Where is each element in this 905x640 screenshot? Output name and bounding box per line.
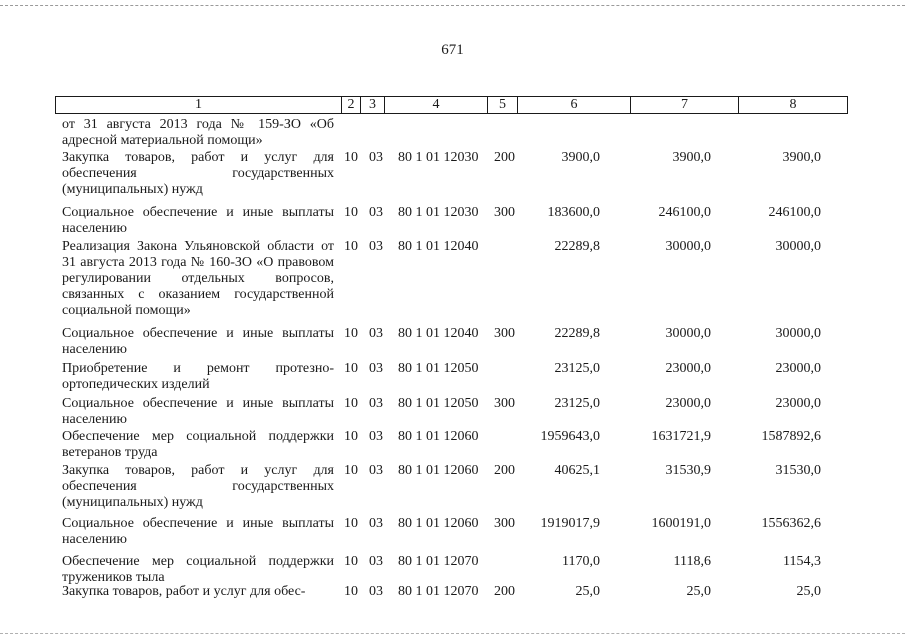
row-value-col6: 1959643,0 [540,429,600,444]
table-row [0,150,905,205]
row-section: 10 [344,326,358,341]
row-target-code: 80 1 01 12070 [398,554,479,569]
row-subsection: 03 [369,205,383,220]
row-description: Приобретение и ремонт протезно-ортопедических изделий [62,361,334,392]
row-expense-type: 300 [494,396,515,411]
row-value-col8: 1587892,6 [761,429,821,444]
row-description: Закупка товаров, работ и услуг для обеспечения государственных (муниципальных) нужд [62,150,334,197]
table-row [0,239,905,326]
row-value-col7: 25,0 [686,584,711,599]
row-subsection: 03 [369,361,383,376]
row-subsection: 03 [369,429,383,444]
row-target-code: 80 1 01 12050 [398,396,479,411]
row-value-col7: 30000,0 [665,326,711,341]
header-col-7: 7 [631,97,739,113]
row-value-col8: 30000,0 [775,239,821,254]
row-value-col7: 23000,0 [665,396,711,411]
row-section: 10 [344,239,358,254]
scan-edge-top [0,5,905,6]
row-description: Закупка товаров, работ и услуг для обес- [62,584,306,599]
row-value-col6: 40625,1 [554,463,600,478]
scan-edge-bottom [0,633,905,634]
row-value-col7: 1631721,9 [651,429,711,444]
row-section: 10 [344,429,358,444]
table-row [0,326,905,361]
table-row [0,429,905,463]
row-section: 10 [344,584,358,599]
row-value-col6: 22289,8 [554,239,600,254]
table-row [0,516,905,554]
row-section: 10 [344,396,358,411]
row-subsection: 03 [369,554,383,569]
table-row [0,584,905,602]
header-col-4: 4 [385,97,488,113]
row-expense-type: 300 [494,516,515,531]
row-value-col7: 31530,9 [665,463,711,478]
row-subsection: 03 [369,396,383,411]
header-col-8: 8 [789,97,797,112]
page-number: 671 [441,42,464,58]
row-value-col8: 23000,0 [775,361,821,376]
row-target-code: 80 1 01 12030 [398,205,479,220]
row-value-col8: 246100,0 [768,205,821,220]
row-expense-type: 300 [494,205,515,220]
header-col-1: 1 [56,97,342,113]
row-expense-type: 200 [494,150,515,165]
row-target-code: 80 1 01 12060 [398,516,479,531]
row-value-col7: 23000,0 [665,361,711,376]
row-description: Социальное обеспечение и иные выплаты населению [62,396,334,427]
row-value-col6: 23125,0 [554,396,600,411]
table-row [0,463,905,516]
row-target-code: 80 1 01 12060 [398,463,479,478]
row-description: Социальное обеспечение и иные выплаты населению [62,326,334,357]
row-value-col8: 31530,0 [775,463,821,478]
row-description: Закупка товаров, работ и услуг для обеспечения государственных (муниципальных) нужд [62,463,334,510]
row-section: 10 [344,150,358,165]
row-section: 10 [344,554,358,569]
row-value-col6: 3900,0 [561,150,600,165]
row-target-code: 80 1 01 12060 [398,429,479,444]
row-value-col8: 25,0 [796,584,821,599]
table-body [0,117,905,602]
row-subsection: 03 [369,326,383,341]
row-value-col8: 1556362,6 [761,516,821,531]
row-value-col7: 1118,6 [673,554,711,569]
row-description: Реализация Закона Ульяновской области от 31 августа 2013 года № 160-ЗО «О правовом регулировании отдельных вопросов, связанных с оказанием государственной социальной помощи» [62,239,334,318]
row-subsection: 03 [369,584,383,599]
row-value-col6: 25,0 [575,584,600,599]
row-expense-type: 200 [494,463,515,478]
row-section: 10 [344,361,358,376]
row-value-col8: 1154,3 [783,554,821,569]
row-value-col7: 3900,0 [672,150,711,165]
table-row [0,361,905,396]
row-subsection: 03 [369,463,383,478]
row-subsection: 03 [369,516,383,531]
row-target-code: 80 1 01 12040 [398,326,479,341]
row-section: 10 [344,516,358,531]
row-value-col6: 22289,8 [554,326,600,341]
row-value-col7: 1600191,0 [651,516,711,531]
row-value-col8: 23000,0 [775,396,821,411]
row-value-col7: 246100,0 [658,205,711,220]
table-row [0,117,905,150]
row-description: от 31 августа 2013 года № 159-ЗО «Об адресной материальной помощи» [62,117,334,148]
row-target-code: 80 1 01 12050 [398,361,479,376]
row-value-col6: 183600,0 [547,205,600,220]
table-row [0,205,905,239]
header-col-5: 5 [488,97,518,113]
row-value-col6: 1170,0 [562,554,600,569]
row-description: Обеспечение мер социальной поддержки ветеранов труда [62,429,334,460]
row-subsection: 03 [369,150,383,165]
row-description: Социальное обеспечение и иные выплаты населению [62,516,334,547]
header-col-3: 3 [361,97,385,113]
row-value-col6: 23125,0 [554,361,600,376]
table-row [0,554,905,584]
row-expense-type: 200 [494,584,515,599]
row-section: 10 [344,205,358,220]
row-description: Обеспечение мер социальной поддержки тружеников тыла [62,554,334,585]
header-col-6: 6 [518,97,631,113]
row-value-col6: 1919017,9 [540,516,600,531]
row-expense-type: 300 [494,326,515,341]
row-value-col8: 3900,0 [782,150,821,165]
row-target-code: 80 1 01 12070 [398,584,479,599]
row-target-code: 80 1 01 12040 [398,239,479,254]
row-description: Социальное обеспечение и иные выплаты населению [62,205,334,236]
row-section: 10 [344,463,358,478]
table-header [55,96,848,114]
header-col-2: 2 [342,97,361,113]
row-value-col8: 30000,0 [775,326,821,341]
row-target-code: 80 1 01 12030 [398,150,479,165]
row-value-col7: 30000,0 [665,239,711,254]
row-subsection: 03 [369,239,383,254]
table-row [0,396,905,429]
